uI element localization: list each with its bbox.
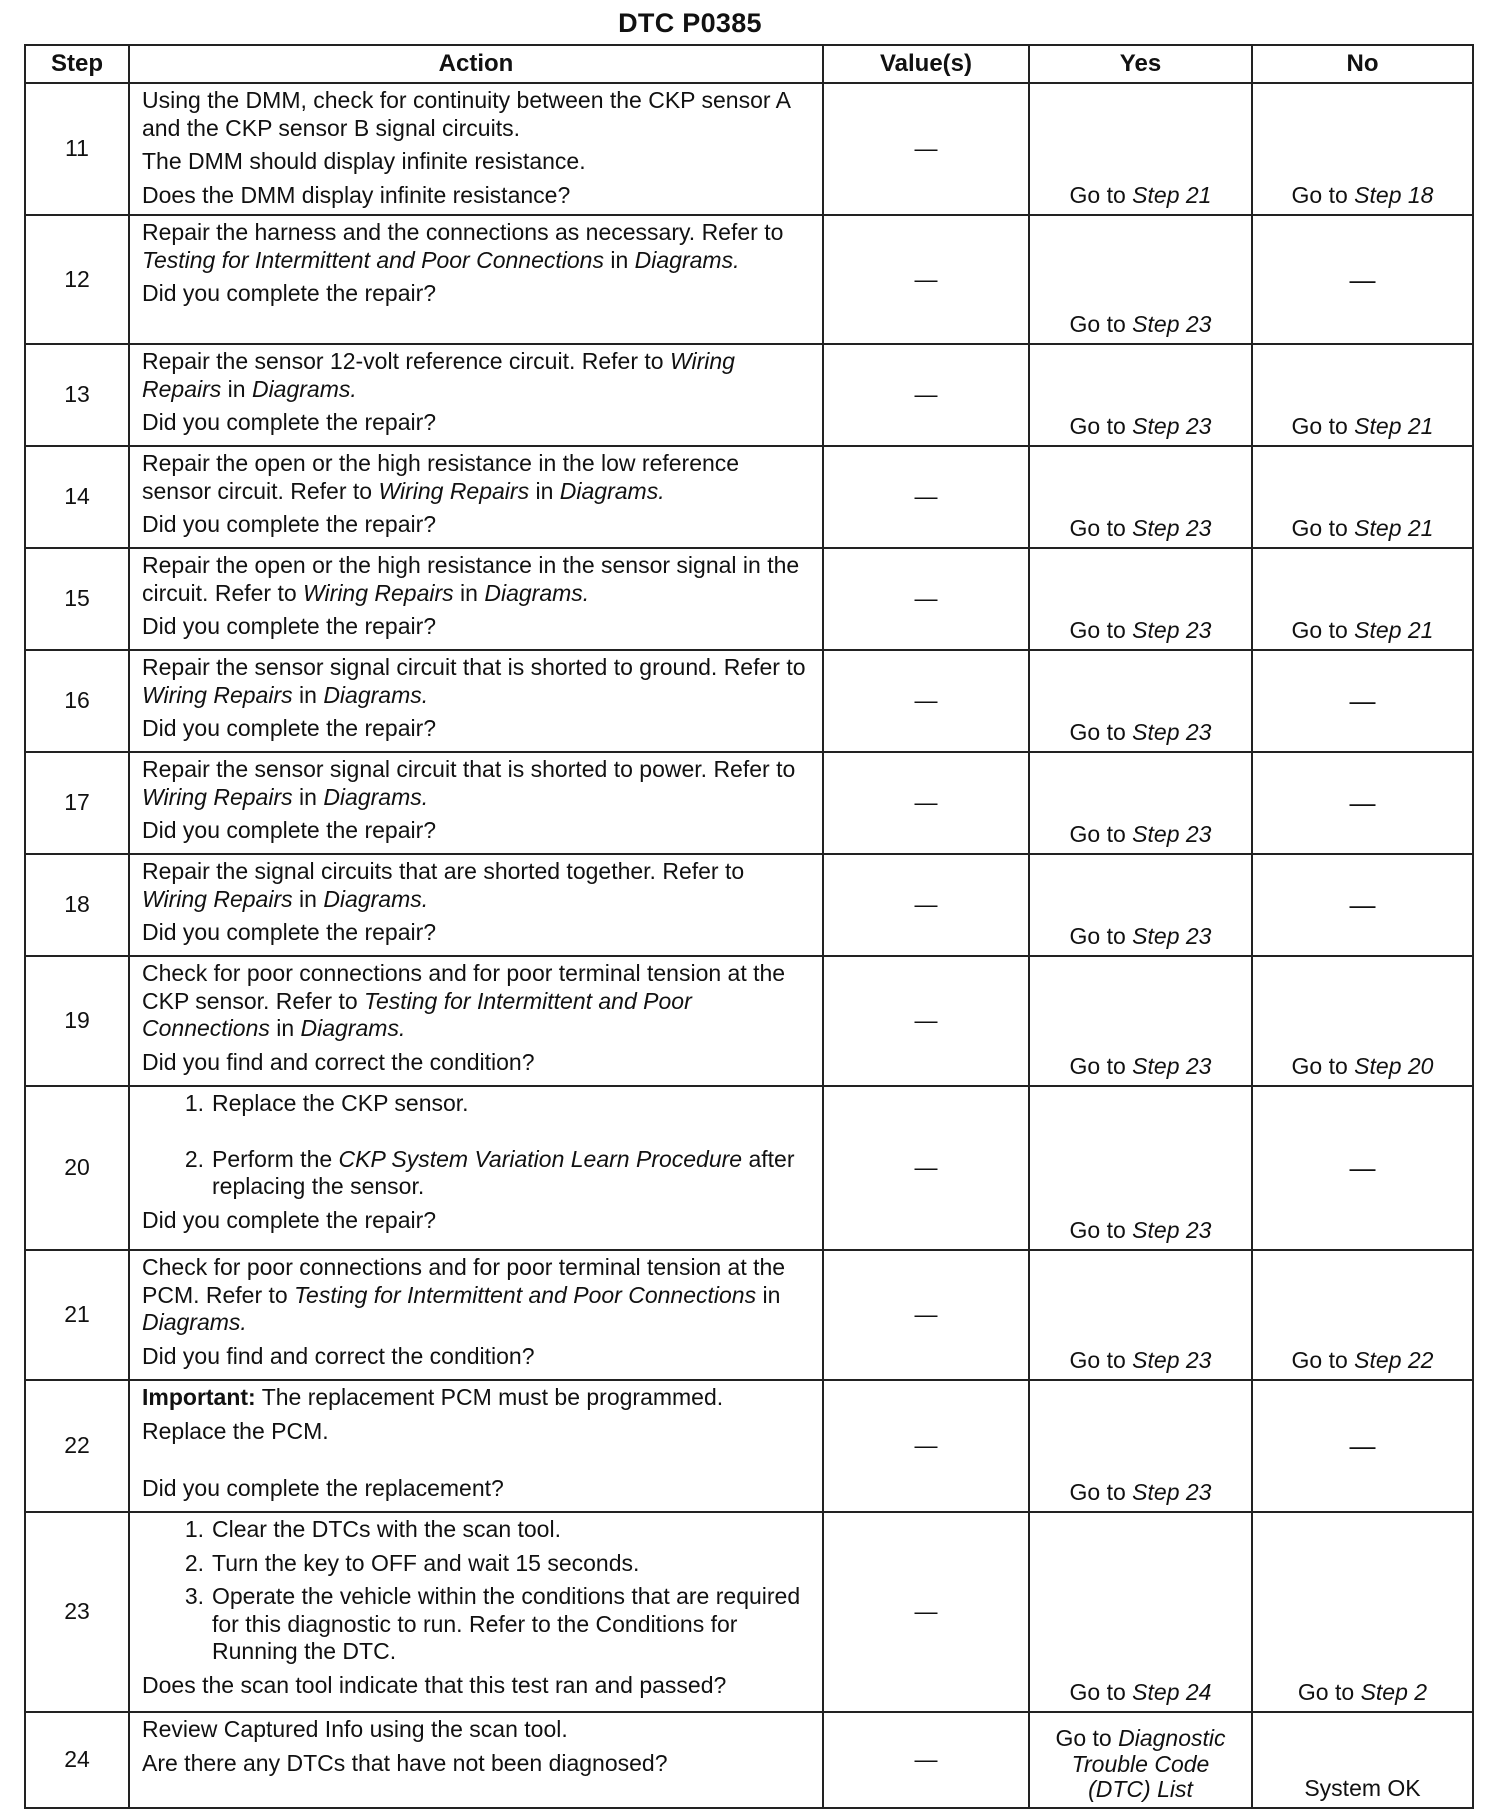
value-cell: —	[823, 548, 1029, 650]
yes-cell: Go to Diagnostic Trouble Code (DTC) List	[1029, 1712, 1252, 1808]
procedure-list	[142, 1090, 814, 1201]
step-number: 18	[25, 854, 129, 956]
action-cell	[129, 215, 823, 344]
action-text: Repair the sensor 12-volt reference circuit. Refer to Wiring Repairs in Diagrams.	[142, 348, 735, 402]
yes-cell: Go to Step 23	[1029, 446, 1252, 548]
action-text: Review Captured Info using the scan tool.	[142, 1716, 568, 1742]
action-cell	[129, 752, 823, 854]
header-row	[25, 45, 1473, 83]
table-row	[25, 1086, 1473, 1250]
diagrams-link[interactable]: Diagrams.	[300, 1015, 406, 1042]
no-step-link[interactable]: Step 21	[1354, 617, 1434, 644]
action-question: Did you complete the repair?	[142, 280, 437, 307]
yes-cell: Go to Step 23	[1029, 548, 1252, 650]
no-dash: —	[1349, 1152, 1376, 1183]
step-number: 22	[25, 1380, 129, 1512]
reference-link[interactable]: Wiring Repairs	[142, 681, 293, 708]
action-header: Action	[129, 45, 823, 83]
diagrams-link[interactable]: Diagrams.	[559, 477, 665, 504]
no-dash: —	[1349, 787, 1376, 818]
value-cell: —	[823, 446, 1029, 548]
action-question: Does the scan tool indicate that this test ran and passed?	[142, 1671, 727, 1698]
goto-label: Go to	[1069, 182, 1126, 209]
action-cell	[129, 1086, 823, 1250]
yes-cell: Go to Step 23	[1029, 1380, 1252, 1512]
action-question: Did you complete the replacement?	[142, 1475, 504, 1502]
step-number: 16	[25, 650, 129, 752]
step-header: Step	[25, 45, 129, 83]
no-cell: Go to Step 21	[1252, 344, 1473, 446]
table-row	[25, 854, 1473, 956]
reference-link[interactable]: Wiring Repairs	[378, 477, 530, 504]
action-question: Did you complete the repair?	[142, 511, 437, 538]
reference-link[interactable]: Testing for Intermittent and Poor Connections	[142, 987, 692, 1042]
diagrams-link[interactable]: Diagrams.	[251, 375, 357, 402]
action-question: Did you complete the repair?	[142, 715, 437, 742]
action-cell	[129, 650, 823, 752]
no-cell	[1252, 1712, 1473, 1808]
step-number: 14	[25, 446, 129, 548]
value-cell: —	[823, 215, 1029, 344]
step-number: 21	[25, 1250, 129, 1380]
reference-link[interactable]: Testing for Intermittent and Poor Connections	[294, 1281, 757, 1308]
yes-cell: Go to Step 23	[1029, 956, 1252, 1086]
yes-step-link[interactable]: Step 24	[1132, 1679, 1212, 1706]
list-item: 1. Replace the CKP sensor.	[184, 1090, 469, 1116]
no-cell: Go to Step 2	[1252, 1512, 1473, 1712]
action-text: Repair the signal circuits that are shorted together. Refer to Wiring Repairs in Diagrams.	[142, 858, 745, 912]
table-row	[25, 1512, 1473, 1712]
value-cell: —	[823, 1250, 1029, 1380]
diagrams-link[interactable]: Diagrams.	[323, 885, 429, 912]
no-cell: Go to Step 21	[1252, 446, 1473, 548]
action-cell	[129, 1250, 823, 1380]
reference-link[interactable]: Wiring Repairs	[142, 348, 735, 402]
reference-link[interactable]: CKP System Variation Learn Procedure	[338, 1145, 743, 1172]
dtc-list-link[interactable]: Diagnostic Trouble Code (DTC) List	[1071, 1724, 1226, 1803]
no-dash: —	[1349, 1430, 1376, 1461]
yes-step-link[interactable]: Step 23	[1132, 617, 1212, 644]
list-item: 1. Clear the DTCs with the scan tool.	[184, 1516, 561, 1542]
action-cell	[129, 1512, 823, 1712]
no-dash: —	[1349, 685, 1376, 716]
diagrams-link[interactable]: Diagrams.	[484, 579, 590, 606]
value-cell: —	[823, 650, 1029, 752]
action-text: Using the DMM, check for continuity between the CKP sensor A and the CKP sensor B signal circuits.	[142, 87, 790, 141]
table-row	[25, 446, 1473, 548]
reference-link[interactable]: Wiring Repairs	[303, 579, 454, 606]
no-header: No	[1252, 45, 1473, 83]
yes-step-link[interactable]: Step 23	[1132, 719, 1212, 746]
action-text: Repair the harness and the connections as necessary. Refer to Testing for Intermittent and Poor Connections in Diagrams.	[142, 219, 784, 273]
no-cell	[1252, 752, 1473, 854]
action-question: Did you complete the repair?	[142, 817, 437, 844]
yes-cell: Go to Step 24	[1029, 1512, 1252, 1712]
yes-step-link[interactable]: Step 23	[1132, 1479, 1212, 1506]
no-step-link[interactable]: Step 2	[1360, 1679, 1428, 1706]
no-step-link[interactable]: Step 22	[1354, 1347, 1434, 1374]
yes-cell	[1029, 83, 1252, 215]
value-cell: —	[823, 956, 1029, 1086]
no-cell	[1252, 854, 1473, 956]
value-cell: —	[823, 83, 1029, 215]
value-cell: —	[823, 752, 1029, 854]
no-cell	[1252, 1086, 1473, 1250]
action-cell	[129, 446, 823, 548]
diagrams-link[interactable]: Diagrams.	[142, 1309, 247, 1336]
value-cell: —	[823, 854, 1029, 956]
no-cell	[1252, 83, 1473, 215]
no-cell	[1252, 1380, 1473, 1512]
value-cell: —	[823, 344, 1029, 446]
table-row	[25, 344, 1473, 446]
yes-cell: Go to Step 23	[1029, 1086, 1252, 1250]
value-cell: —	[823, 1086, 1029, 1250]
action-question: Did you complete the repair?	[142, 919, 437, 946]
action-text: Check for poor connections and for poor terminal tension at the PCM. Refer to Testing for Intermittent and Poor Connections in Diagrams.	[142, 1254, 786, 1336]
yes-step-link[interactable]: Step 21	[1132, 182, 1212, 209]
no-step-link[interactable]: Step 21	[1354, 515, 1434, 542]
action-question: Did you complete the repair?	[142, 613, 437, 640]
reference-link[interactable]: Wiring Repairs	[142, 885, 293, 912]
step-number: 17	[25, 752, 129, 854]
no-cell: Go to Step 20	[1252, 956, 1473, 1086]
value-cell: —	[823, 1512, 1029, 1712]
yes-cell: Go to Step 23	[1029, 1250, 1252, 1380]
no-dash: —	[1349, 889, 1376, 920]
yes-cell: Go to Step 23	[1029, 650, 1252, 752]
reference-link[interactable]: Testing for Intermittent and Poor Connections	[142, 246, 604, 273]
diagrams-link[interactable]: Diagrams.	[634, 246, 740, 273]
step-number: 20	[25, 1086, 129, 1250]
important-note: Important: The replacement PCM must be programmed.	[142, 1384, 724, 1410]
yes-step-link[interactable]: Step 23	[1132, 1053, 1212, 1080]
action-question: Are there any DTCs that have not been diagnosed?	[142, 1749, 668, 1776]
yes-step-link[interactable]: Step 23	[1132, 311, 1212, 338]
action-question: Did you complete the repair?	[142, 409, 437, 436]
action-question: Did you find and correct the condition?	[142, 1048, 535, 1075]
yes-step-link[interactable]: Step 23	[1132, 1347, 1212, 1374]
no-cell	[1252, 215, 1473, 344]
no-cell: Go to Step 21	[1252, 548, 1473, 650]
table-row	[25, 1250, 1473, 1380]
action-cell	[129, 956, 823, 1086]
yes-cell: Go to Step 23	[1029, 344, 1252, 446]
step-number: 12	[25, 215, 129, 344]
yes-step-link[interactable]: Step 23	[1132, 413, 1212, 440]
no-cell: Go to Step 22	[1252, 1250, 1473, 1380]
step-number: 15	[25, 548, 129, 650]
action-text: Repair the open or the high resistance in the sensor signal in the circuit. Refer to Wiring Repairs in Diagrams.	[142, 552, 800, 606]
table-row	[25, 956, 1473, 1086]
action-cell	[129, 854, 823, 956]
yes-step-link[interactable]: Step 23	[1132, 1217, 1212, 1244]
yes-step-link[interactable]: Step 23	[1132, 923, 1212, 950]
goto-label: Go to	[1291, 182, 1348, 209]
action-cell	[129, 344, 823, 446]
value-cell: —	[823, 1712, 1029, 1808]
action-question: Did you find and correct the condition?	[142, 1342, 535, 1369]
table-row	[25, 548, 1473, 650]
procedure-list	[142, 1516, 814, 1666]
no-step-link[interactable]: Step 18	[1354, 182, 1434, 209]
diagnostic-table	[24, 44, 1474, 1809]
page-title: DTC P0385	[618, 8, 762, 38]
action-text: Replace the PCM.	[142, 1417, 329, 1444]
step-number: 24	[25, 1712, 129, 1808]
no-cell	[1252, 650, 1473, 752]
action-cell	[129, 548, 823, 650]
action-question: Did you complete the repair?	[142, 1206, 437, 1233]
yes-header: Yes	[1029, 45, 1252, 83]
step-number: 23	[25, 1512, 129, 1712]
table-row	[25, 752, 1473, 854]
yes-cell: Go to Step 23	[1029, 854, 1252, 956]
diagrams-link[interactable]: Diagrams.	[323, 681, 429, 708]
no-step-link[interactable]: Step 20	[1354, 1053, 1434, 1080]
yes-step-link[interactable]: Step 23	[1132, 821, 1212, 848]
action-text: Repair the open or the high resistance in the low reference sensor circuit. Refer to Wiring Repairs in Diagrams.	[142, 450, 740, 504]
yes-cell: Go to Step 23	[1029, 752, 1252, 854]
table-row	[25, 83, 1473, 215]
list-item: 2. Perform the CKP System Variation Learn Procedure after replacing the sensor.	[184, 1145, 795, 1200]
no-step-link[interactable]: Step 21	[1354, 413, 1434, 440]
step-number: 13	[25, 344, 129, 446]
step-number: 11	[25, 83, 129, 215]
system-ok-text: System OK	[1304, 1775, 1421, 1802]
list-item: 2. Turn the key to OFF and wait 15 seconds.	[184, 1549, 640, 1576]
action-text: Check for poor connections and for poor terminal tension at the CKP sensor. Refer to Testing for Intermittent and Poor Connections in Diagrams.	[142, 960, 786, 1042]
action-text: Repair the sensor signal circuit that is shorted to power. Refer to Wiring Repairs in Diagrams.	[142, 756, 796, 810]
action-cell	[129, 1380, 823, 1512]
yes-step-link[interactable]: Step 23	[1132, 515, 1212, 542]
action-cell	[129, 83, 823, 215]
values-header: Value(s)	[823, 45, 1029, 83]
value-cell: —	[823, 1380, 1029, 1512]
yes-cell: Go to Step 23	[1029, 215, 1252, 344]
no-dash: —	[1349, 263, 1376, 294]
table-row	[25, 1380, 1473, 1512]
action-question: Does the DMM display infinite resistance?	[142, 181, 571, 208]
table-row	[25, 650, 1473, 752]
list-item: 3. Operate the vehicle within the conditions that are required for this diagnostic to run. Refer to the Conditions for Running the DTC.	[184, 1583, 801, 1665]
table-row	[25, 215, 1473, 344]
diagrams-link[interactable]: Diagrams.	[323, 783, 429, 810]
step-number: 19	[25, 956, 129, 1086]
table-row	[25, 1712, 1473, 1808]
reference-link[interactable]: Wiring Repairs	[142, 783, 293, 810]
action-cell	[129, 1712, 823, 1808]
action-text: Repair the sensor signal circuit that is shorted to ground. Refer to Wiring Repairs in Diagrams.	[142, 654, 806, 708]
action-text: The DMM should display infinite resistance.	[142, 148, 586, 175]
